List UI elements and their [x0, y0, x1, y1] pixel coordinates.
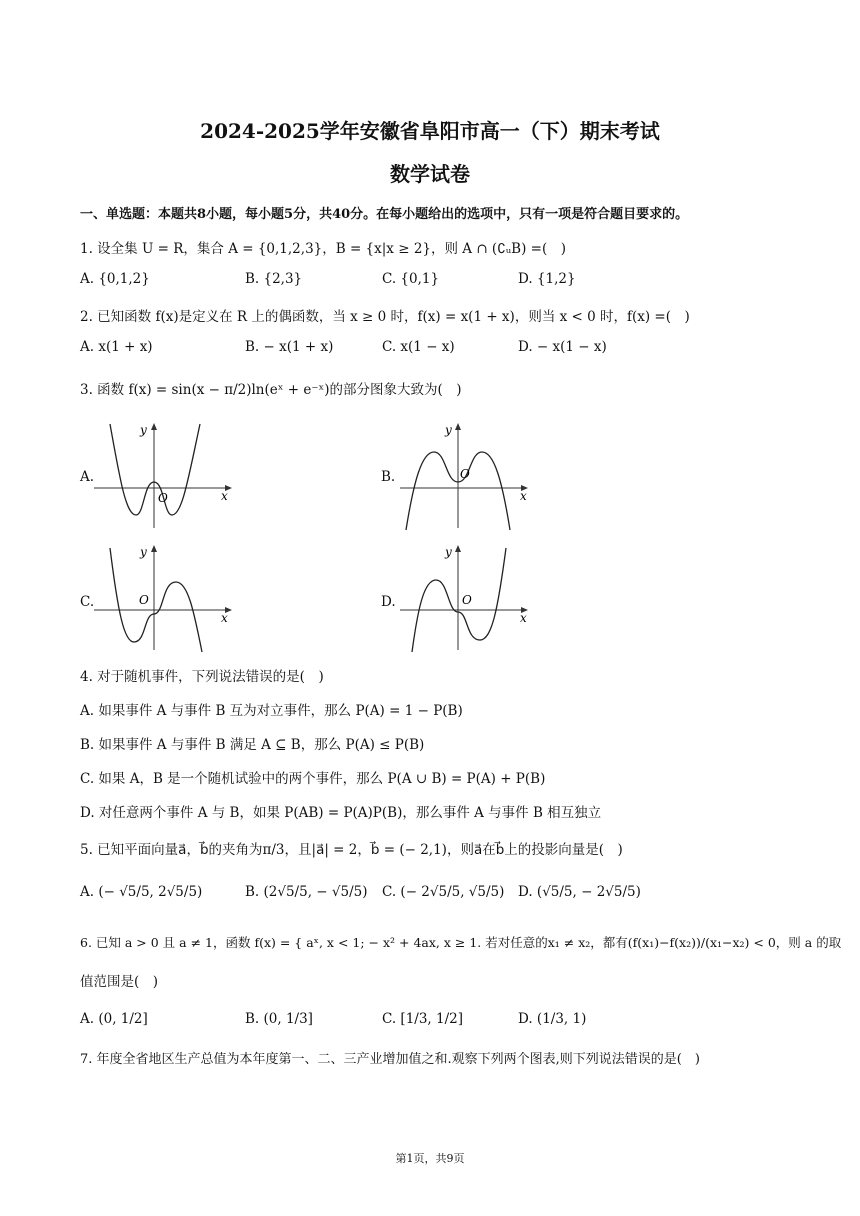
section-heading: 一、单选题：本题共8小题，每小题5分，共40分。在每小题给出的选项中，只有一项是符合题目要求的。 — [80, 207, 689, 222]
q2-option-c: C. x(1 − x) — [382, 339, 455, 355]
q4-option-a: A. 如果事件 A 与事件 B 互为对立事件，那么 P(A) = 1 − P(B) — [80, 703, 463, 719]
graph-d — [398, 542, 538, 654]
q1-option-c: C. {0,1} — [382, 271, 440, 287]
graph-d-x-label: x — [520, 611, 527, 625]
question-4-stem: 4. 对于随机事件，下列说法错误的是( ) — [80, 669, 324, 685]
question-2-stem: 2. 已知函数 f(x)是定义在 R 上的偶函数，当 x ≥ 0 时，f(x) = x(1 + x)，则当 x < 0 时，f(x) =( ) — [80, 309, 690, 325]
exam-subtitle: 数学试卷 — [390, 162, 470, 186]
q2-option-b: B. − x(1 + x) — [245, 339, 334, 355]
graph-a — [92, 420, 242, 532]
question-5-stem: 5. 已知平面向量a⃗，b⃗的夹角为π/3，且|a⃗| = 2，b⃗ = (− 2,1)，则a⃗在b⃗上的投影向量是( ) — [80, 842, 623, 858]
q5-option-b: B. (2√5/5, − √5/5) — [245, 884, 368, 900]
graph-b-y-label: y — [445, 423, 452, 437]
q5-option-a: A. (− √5/5, 2√5/5) — [80, 884, 203, 900]
question-6-stem-line2: 值范围是( ) — [80, 974, 159, 990]
graph-c-origin: O — [139, 593, 149, 607]
q6-option-d: D. (1/3, 1) — [518, 1011, 587, 1027]
graph-a-y-label: y — [140, 423, 147, 437]
page-footer: 第1页，共9页 — [395, 1152, 465, 1165]
q2-option-a: A. x(1 + x) — [80, 339, 153, 355]
graph-d-origin: O — [462, 593, 472, 607]
q2-option-d: D. − x(1 − x) — [518, 339, 607, 355]
q1-option-b: B. {2,3} — [245, 271, 303, 287]
exam-title: 2024-2025学年安徽省阜阳市高一（下）期末考试 — [200, 119, 660, 143]
q4-option-d: D. 对任意两个事件 A 与 B，如果 P(AB) = P(A)P(B)，那么事件 A 与事件 B 相互独立 — [80, 805, 602, 821]
q6-option-c: C. [1/3, 1/2] — [382, 1011, 463, 1027]
question-6-stem-line1: 6. 已知 a > 0 且 a ≠ 1，函数 f(x) = { aˣ, x < 1; − x² + 4ax, x ≥ 1. 若对任意的x₁ ≠ x₂，都有(f(x₁)−f(x₂))/(x₁−x₂) < 0，则 a 的取 — [80, 935, 842, 950]
graph-a-x-label: x — [221, 489, 228, 503]
graph-b-label: B. — [381, 469, 396, 485]
graph-a-origin: O — [158, 491, 168, 505]
q4-option-b: B. 如果事件 A 与事件 B 满足 A ⊆ B，那么 P(A) ≤ P(B) — [80, 737, 425, 753]
question-3-stem: 3. 函数 f(x) = sin(x − π/2)ln(eˣ + e⁻ˣ)的部分图象大致为( ) — [80, 382, 462, 398]
graph-b — [398, 420, 538, 532]
q1-option-d: D. {1,2} — [518, 271, 576, 287]
q1-option-a: A. {0,1,2} — [80, 271, 150, 287]
graph-a-label: A. — [80, 469, 95, 485]
q6-option-b: B. (0, 1/3] — [245, 1011, 313, 1027]
graph-d-y-label: y — [445, 545, 452, 559]
graph-b-origin: O — [460, 467, 470, 481]
q5-option-c: C. (− 2√5/5, √5/5) — [382, 884, 505, 900]
graph-c — [92, 542, 242, 654]
graph-c-y-label: y — [140, 545, 147, 559]
graph-c-x-label: x — [221, 611, 228, 625]
q6-option-a: A. (0, 1/2] — [80, 1011, 148, 1027]
question-7-stem: 7. 年度全省地区生产总值为本年度第一、二、三产业增加值之和.观察下列两个图表,则下列说法错误的是( ) — [80, 1052, 700, 1067]
graph-d-label: D. — [381, 594, 396, 610]
q4-option-c: C. 如果 A，B 是一个随机试验中的两个事件，那么 P(A ∪ B) = P(A) + P(B) — [80, 771, 546, 787]
graph-b-x-label: x — [520, 489, 527, 503]
question-1-stem: 1. 设全集 U = R，集合 A = {0,1,2,3}，B = {x|x ≥ 2}，则 A ∩ (∁ᵤB) =( ) — [80, 241, 566, 257]
graph-c-label: C. — [80, 594, 95, 610]
q5-option-d: D. (√5/5, − 2√5/5) — [518, 884, 641, 900]
